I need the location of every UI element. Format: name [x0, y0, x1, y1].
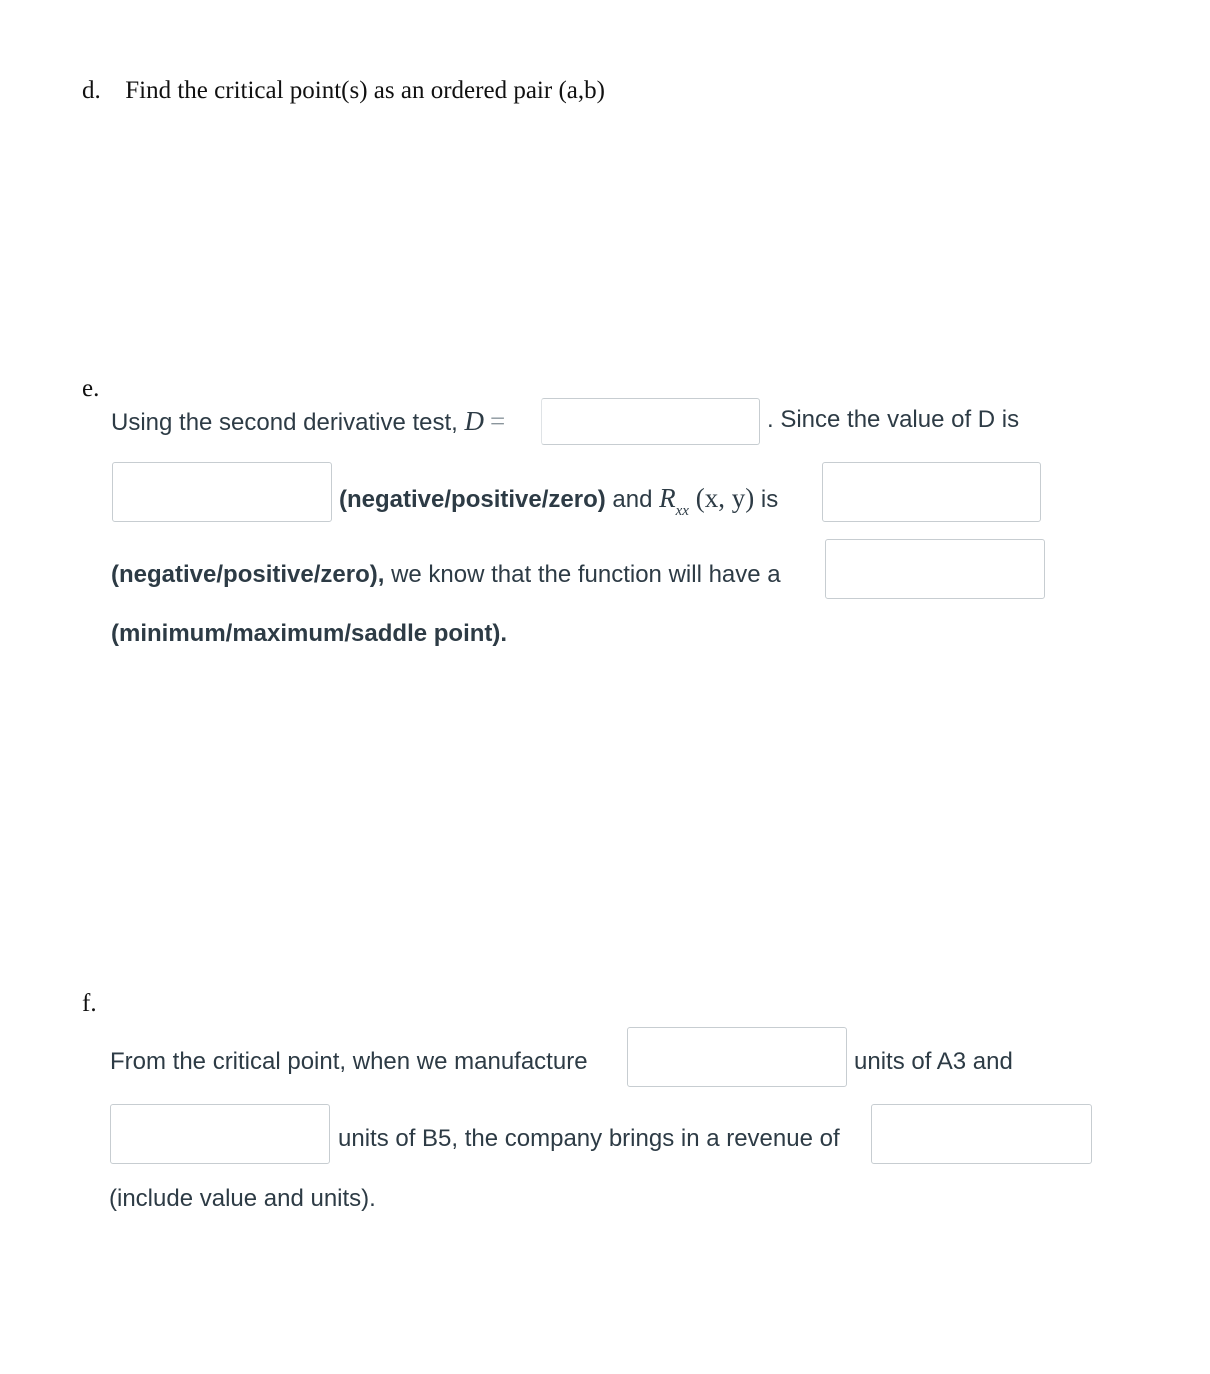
include-value-units-text: (include value and units).: [109, 1185, 376, 1212]
question-d: [82, 77, 605, 105]
question-e-line2: [339, 483, 778, 518]
rxx-args: (x, y): [695, 483, 755, 513]
b5-units-input[interactable]: [110, 1104, 330, 1164]
question-f-letter: f.: [82, 990, 97, 1017]
function-will-have-text: we know that the function will have a: [384, 561, 781, 588]
question-e-letter: e.: [82, 375, 100, 402]
rxx-sign-options: (negative/positive/zero),: [111, 561, 385, 588]
is-text: is: [754, 486, 779, 513]
d-sign-options: (negative/positive/zero): [339, 486, 606, 513]
a3-units-input[interactable]: [627, 1027, 847, 1087]
question-d-letter: d.: [82, 77, 101, 104]
units-of-a3-text: units of A3 and: [854, 1048, 1013, 1075]
extremum-type-input[interactable]: [825, 539, 1045, 599]
rxx-subscript: xx: [675, 503, 689, 520]
extremum-options: (minimum/maximum/saddle point).: [111, 620, 508, 647]
equals-sign: =: [490, 406, 506, 436]
d-value-input[interactable]: [541, 398, 760, 445]
and-text: and: [605, 486, 660, 513]
question-e-line1-prefix: [111, 406, 505, 437]
d-symbol: D: [464, 406, 485, 436]
manufacture-text: From the critical point, when we manufacture: [110, 1048, 588, 1075]
question-e-line3: [111, 561, 781, 589]
units-of-b5-text: units of B5, the company brings in a revenue of: [338, 1125, 840, 1152]
d-sign-input[interactable]: [112, 462, 332, 522]
since-value-of-d-text: . Since the value of D is: [767, 406, 1020, 433]
revenue-input[interactable]: [871, 1104, 1092, 1164]
second-derivative-test-text: Using the second derivative test,: [111, 409, 465, 436]
rxx-sign-input[interactable]: [822, 462, 1041, 522]
question-d-text: Find the critical point(s) as an ordered pair (a,b): [125, 77, 605, 104]
rxx-symbol: $R_{xx}$ (x, y): [659, 483, 755, 520]
